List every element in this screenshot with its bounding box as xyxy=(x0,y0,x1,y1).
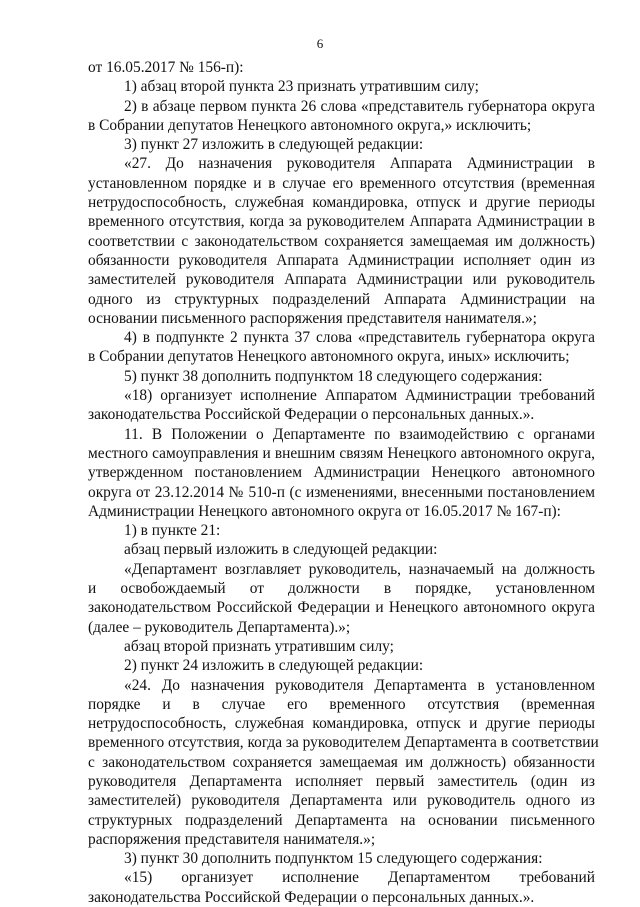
text-line: 5) пункт 38 дополнить подпунктом 18 следующего содержания: xyxy=(124,367,543,385)
text-line: 11. В Положении о Департаменте по взаимодействию с органами xyxy=(124,425,595,443)
text-line: «24. До назначения руководителя Департамента в установленном xyxy=(124,676,595,694)
text-line: временного отсутствия, когда за руководителем Департамента в соответствии xyxy=(88,734,599,752)
text-line: законодательства Российской Федерации о персональных данных.». xyxy=(88,888,535,906)
text-line: структурных подразделений Департамента на основании письменного xyxy=(88,811,595,829)
text-line: с законодательством сохраняется замещаемая им должность) обязанности xyxy=(88,753,595,771)
text-line: 3) пункт 27 изложить в следующей редакции: xyxy=(124,136,424,154)
text-line: «Департамент возглавляет руководитель, назначаемый на должность xyxy=(124,560,595,578)
text-line: утвержденном постановлением Администрации Ненецкого автономного xyxy=(88,464,595,482)
page-number: 6 xyxy=(316,36,324,51)
text-line: «18) организует исполнение Аппаратом Администрации требований xyxy=(124,387,595,405)
document-body xyxy=(88,58,599,907)
text-line: обязанности руководителя Аппарата Администрации исполняет один из xyxy=(88,251,595,269)
text-line: законодательством Российской Федерации и Ненецкого автономного округа xyxy=(88,599,595,617)
text-line: нетрудоспособность, служебная командировка, отпуск и другие периоды xyxy=(88,715,595,733)
text-line: распоряжения представителя нанимателя.»; xyxy=(88,830,376,848)
text-line: «15) организует исполнение Департаментом требований xyxy=(124,869,595,887)
text-line: 4) в подпункте 2 пункта 37 слова «представитель губернатора округа xyxy=(124,329,595,347)
text-line: в Собрании депутатов Ненецкого автономного округа, иных» исключить; xyxy=(88,348,570,366)
text-line: законодательства Российской Федерации о персональных данных.». xyxy=(88,406,535,424)
text-line: заместителей) руководителя Департамента или руководитель одного из xyxy=(88,792,595,810)
text-line: нетрудоспособность, служебная командировка, отпуск и другие периоды xyxy=(88,194,595,212)
text-line: порядке и в случае его временного отсутствия (временная xyxy=(88,695,595,713)
text-line: «27. До назначения руководителя Аппарата Администрации в xyxy=(124,155,595,173)
text-line: заместителей руководителя Аппарата Администрации или руководитель xyxy=(88,271,595,289)
text-line: временного отсутствия, когда за руководителем Аппарата Администрации в xyxy=(88,213,595,231)
text-line: 2) в абзаце первом пункта 26 слова «представитель губернатора округа xyxy=(124,97,595,115)
text-line: установленном порядке и в случае его временного отсутствия (временная xyxy=(88,174,595,192)
text-line: руководителя Департамента исполняет первый заместитель (один из xyxy=(88,772,595,790)
text-line: округа от 23.12.2014 № 510-п (с изменениями, внесенными постановлением xyxy=(88,483,595,501)
text-line: Администрации Ненецкого автономного округа от 16.05.2017 № 167-п): xyxy=(88,502,561,520)
text-line: местного самоуправления и внешним связям Ненецкого автономного округа, xyxy=(88,444,595,462)
text-line: в Собрании депутатов Ненецкого автономного округа,» исключить; xyxy=(88,116,532,134)
text-line: абзац второй признать утратившим силу; xyxy=(124,637,394,655)
text-line: от 16.05.2017 № 156-п): xyxy=(88,59,244,76)
text-line: 1) в пункте 21: xyxy=(124,522,221,540)
text-line: 3) пункт 30 дополнить подпунктом 15 следующего содержания: xyxy=(124,850,543,868)
text-line: 2) пункт 24 изложить в следующей редакции: xyxy=(124,657,424,675)
text-line: и освобождаемый от должности в порядке, установленном xyxy=(88,580,595,598)
text-line: абзац первый изложить в следующей редакции: xyxy=(124,541,438,559)
text-line: соответствии с законодательством сохраняется замещаемая им должность) xyxy=(88,232,595,250)
text-line: одного из структурных подразделений Аппарата Администрации на xyxy=(88,290,595,308)
text-line: основании письменного распоряжения представителя нанимателя.»; xyxy=(88,309,537,327)
text-line: (далее – руководитель Департамента).»; xyxy=(88,618,351,636)
text-line: 1) абзац второй пункта 23 признать утратившим силу; xyxy=(124,78,479,96)
